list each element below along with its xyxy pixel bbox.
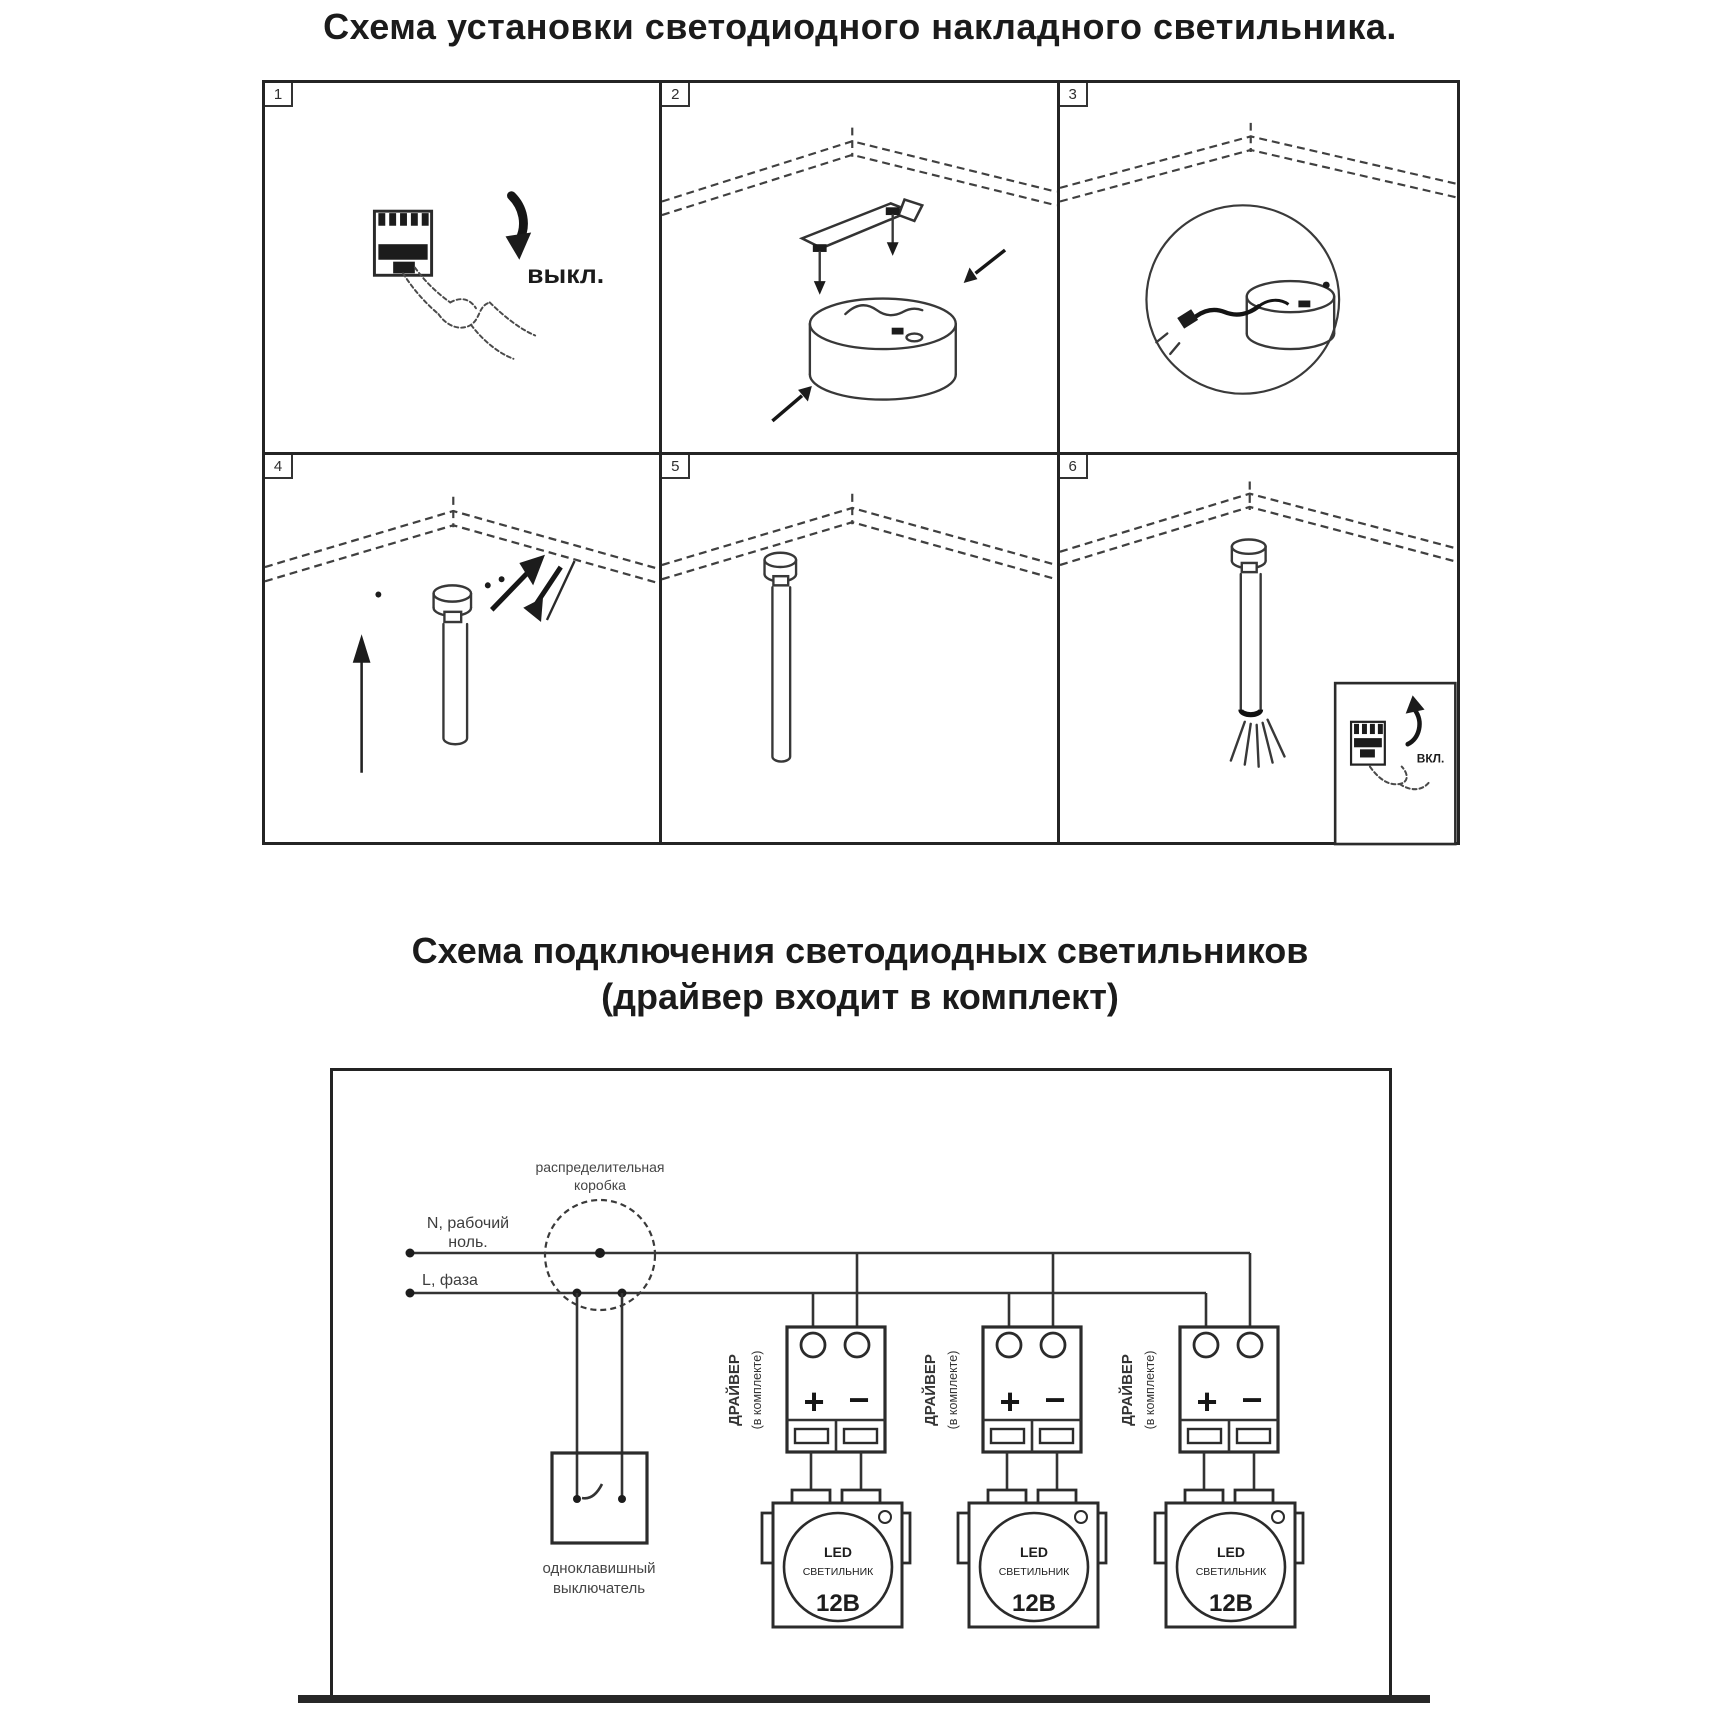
step-number: 1 (273, 85, 283, 103)
canopy-base-icon (810, 299, 956, 400)
step-number: 6 (1068, 457, 1077, 475)
junction-box-label: коробка (574, 1177, 626, 1193)
step-number: 5 (671, 457, 680, 475)
switch-box (552, 1453, 647, 1543)
step-number-badge (1060, 83, 1088, 107)
switch-lever (582, 1484, 602, 1498)
ceiling-corner-lines (1060, 123, 1457, 202)
push-up-arrow-icon (353, 634, 371, 773)
screw-icons (773, 250, 1006, 421)
driver-led-unit-2 (921, 1253, 1106, 1627)
junction-dot (595, 1248, 605, 1258)
driver-led-unit-1 (725, 1253, 910, 1627)
circuit-breaker-icon (374, 211, 431, 275)
switch-contact (618, 1495, 626, 1503)
step-number-badge (662, 83, 690, 107)
switch-on-inset (1335, 683, 1455, 844)
phase-terminal-dot (406, 1289, 415, 1298)
off-label: выкл. (527, 259, 605, 289)
mini-breaker-icon (1351, 722, 1385, 765)
step-number: 3 (1068, 85, 1077, 103)
step-number: 4 (273, 457, 283, 475)
wiring-figure (269, 1068, 1392, 1700)
lamp-on-icon (1232, 540, 1266, 715)
step-1-panel (265, 83, 662, 455)
magnifier-circle (1146, 205, 1339, 393)
cylinder-lamp-icon (434, 585, 471, 744)
dot (499, 576, 505, 582)
step-2-drawing (662, 83, 1056, 452)
page-bottom-rule (298, 1695, 1430, 1703)
neutral-label: ноль. (448, 1234, 488, 1251)
pointing-hand-icon (403, 268, 535, 359)
driver-led-unit-3 (1118, 1253, 1303, 1627)
light-rays-icon (1231, 720, 1285, 767)
install-title: Схема установки светодиодного накладного светильника. (323, 6, 1397, 47)
dot (375, 591, 381, 597)
rotate-arrows-icon (485, 555, 575, 622)
wiring-title (0, 928, 1720, 1020)
step-4-drawing (265, 455, 659, 842)
step-6-panel (1060, 455, 1457, 842)
switch-label: выключатель (552, 1580, 646, 1597)
wiring-title-line1: Схема подключения светодиодных светильников (411, 930, 1309, 971)
canopy-with-wires-icon (1156, 281, 1334, 354)
neutral-label: N, рабочий (426, 1215, 510, 1232)
turn-off-arrow-icon (506, 196, 532, 260)
wiring-title-line2: (драйвер входит в комплект) (601, 976, 1119, 1017)
ceiling-corner-lines (662, 128, 1056, 215)
step-2-panel (662, 83, 1059, 455)
step-4-panel (265, 455, 662, 842)
ceiling-corner-lines (662, 494, 1056, 580)
step-3-drawing (1060, 83, 1457, 452)
neutral-terminal-dot (406, 1249, 415, 1258)
step-number-badge (265, 83, 293, 107)
step-3-panel (1060, 83, 1457, 455)
phase-label: L, фаза (422, 1272, 478, 1289)
wiring-diagram: + − LED СВЕТИЛЬНИК 12В ДРАЙВЕР (в комплекте) распределительная коробка N, рабочий ноль. L, фаза одноклавишный выключатель (330, 1068, 1392, 1700)
junction-box-label: распределительная (535, 1159, 665, 1175)
ceiling-corner-lines (265, 497, 659, 584)
step-number-badge (662, 455, 690, 479)
step-1-drawing (265, 83, 659, 452)
mounting-bracket-icon (802, 200, 922, 295)
switch-contact (573, 1495, 581, 1503)
step-number: 2 (671, 85, 680, 103)
switch-label: одноклавишный (542, 1560, 656, 1577)
step-6-drawing (1060, 455, 1457, 842)
step-5-drawing (662, 455, 1056, 842)
step-5-panel (662, 455, 1059, 842)
step-number-badge (265, 455, 293, 479)
on-label: ВКЛ. (1416, 751, 1444, 766)
step-number-badge (1060, 455, 1088, 479)
mounted-lamp-icon (765, 553, 797, 762)
install-steps-figure (262, 80, 1460, 845)
